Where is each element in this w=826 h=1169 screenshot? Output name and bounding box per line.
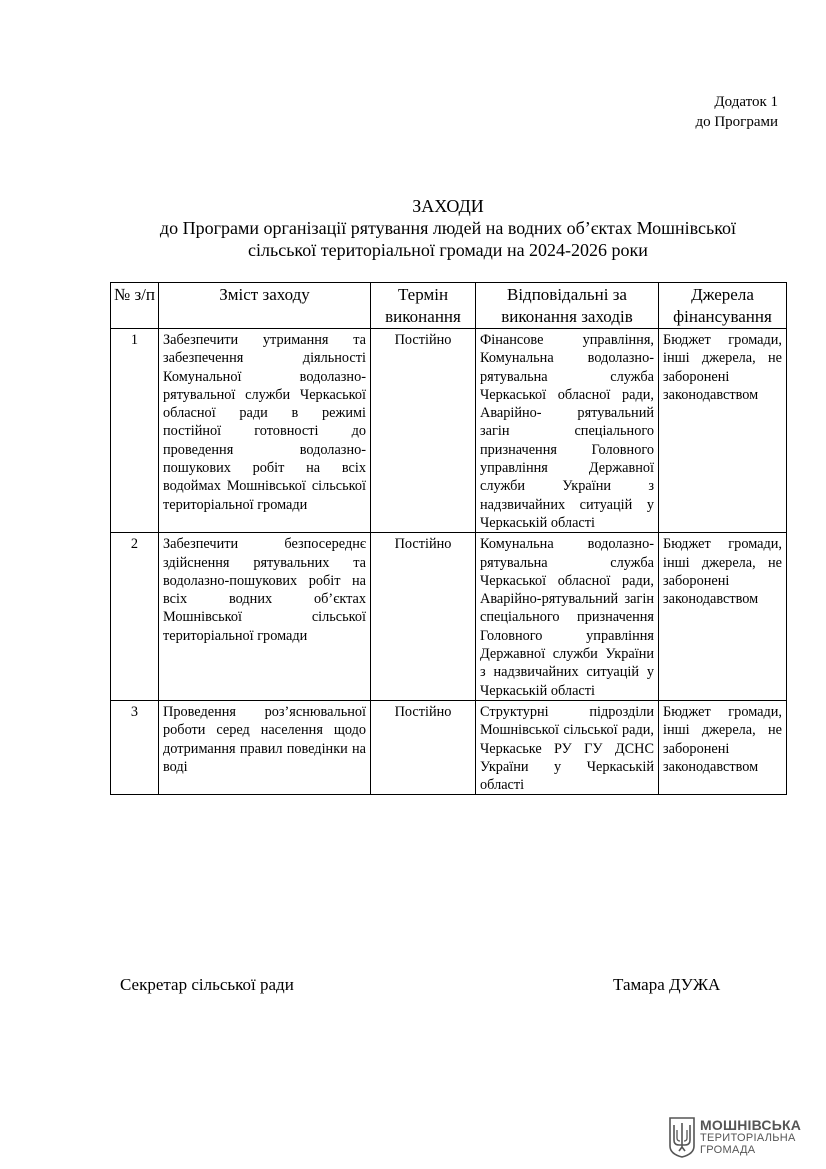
title-line-1: ЗАХОДИ <box>412 196 484 216</box>
table-row <box>111 329 787 533</box>
row-num: 3 <box>111 700 159 794</box>
row-content: Забезпечити утримання та забезпечення діяльності Комунальної водолазно-рятувальної служби Черкаської обласної ради в режимі постійної готовності до проведення водолазно-пошукових робіт на всіх водоймах Мошнівської сільської територіальної громади <box>159 329 371 533</box>
row-content: Забезпечити безпосереднє здійснення рятувальних та водолазно-пошукових робіт на всіх водних об’єктах Мошнівської сільської територіальної громади <box>159 533 371 701</box>
community-logo <box>668 1116 808 1160</box>
header-content: Зміст заходу <box>159 283 371 329</box>
row-term: Постійно <box>371 329 476 533</box>
row-responsible: Фінансове управління, Комунальна водолазно-рятувальна служба Черкаської обласної ради, Аварійно- рятувальний загін спеціального призначення Головного управління Державної служби України з надзвичайних ситуацій у Черкаській області <box>476 329 659 533</box>
title-line-2: до Програми організації рятування людей на водних об’єктах Мошнівської <box>159 218 737 238</box>
logo-line-3: ГРОМАДА <box>700 1144 756 1156</box>
row-num: 1 <box>111 329 159 533</box>
title-line-3: сільської територіальної громади на 2024-2026 роки <box>248 240 648 260</box>
document-title <box>110 195 786 261</box>
signature-name: Тамара ДУЖА <box>613 975 721 994</box>
row-content: Проведення роз’яснювальної роботи серед населення щодо дотримання правил поведінки на воді <box>159 700 371 794</box>
header-num: № з/п <box>111 283 159 329</box>
appendix-note <box>695 92 778 132</box>
header-funding: Джерела фінансування <box>659 283 787 329</box>
logo-line-2: ТЕРИТОРІАЛЬНА <box>700 1132 796 1144</box>
row-term: Постійно <box>371 533 476 701</box>
header-term: Термін виконання <box>371 283 476 329</box>
signature-position: Секретар сільської ради <box>120 975 294 994</box>
appendix-line-1: Додаток 1 <box>714 94 778 110</box>
row-term: Постійно <box>371 700 476 794</box>
header-responsible: Відповідальні за виконання заходів <box>476 283 659 329</box>
row-responsible: Комунальна водолазно-рятувальна служба Черкаської обласної ради, Аварійно-рятувальний загін спеціального призначення Головного управління Державної служби України з надзвичайних ситуацій у Черкаській області <box>476 533 659 701</box>
trident-emblem-icon <box>668 1116 696 1158</box>
table-row <box>111 700 787 794</box>
row-num: 2 <box>111 533 159 701</box>
logo-line-1: МОШНІВСЬКА <box>700 1117 802 1133</box>
appendix-line-2: до Програми <box>695 114 778 130</box>
row-funding: Бюджет громади, інші джерела, не заборонені законодавством <box>659 329 787 533</box>
row-funding: Бюджет громади, інші джерела, не заборонені законодавством <box>659 700 787 794</box>
measures-table <box>110 282 787 795</box>
row-responsible: Структурні підрозділи Мошнівської сільської ради, Черкаське РУ ГУ ДСНС України у Черкаській області <box>476 700 659 794</box>
row-funding: Бюджет громади, інші джерела, не заборонені законодавством <box>659 533 787 701</box>
table-header-row <box>111 283 787 329</box>
logo-wordmark <box>700 1118 801 1156</box>
table-row <box>111 533 787 701</box>
